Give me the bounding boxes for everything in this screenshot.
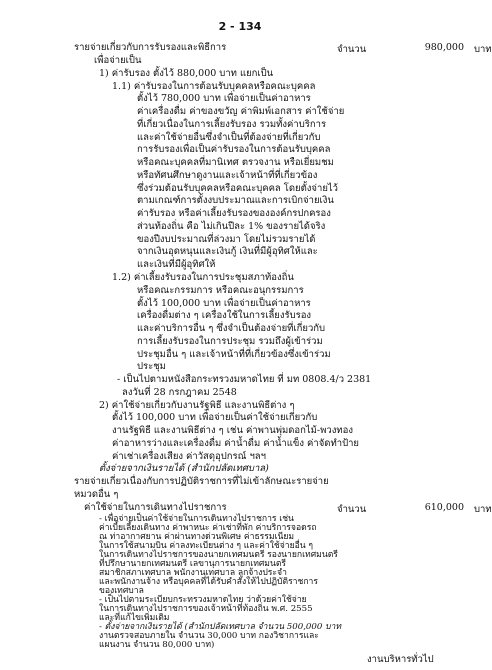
text-line: - เป็นไปตามระเบียบกระทรวงมหาดไทย ว่าด้วยค่าใช้จ่าย bbox=[99, 595, 307, 605]
amount-label: จำนวน bbox=[337, 504, 367, 515]
footer-department: งานบริหารทั่วไป bbox=[367, 654, 434, 665]
text-line: ซึ่งร่วมต้อนรับบุคคลหรือคณะบุคคล โดยตั้งจ่ายไว้ bbox=[137, 183, 338, 194]
amount-unit: บาท bbox=[474, 44, 492, 55]
text-line: ลงวันที่ 28 กรกฎาคม 2548 bbox=[122, 387, 237, 398]
item-1-2: 1.2) ค่าเลี้ยงรับรองในการประชุมสภาท้องถิ่น bbox=[112, 272, 294, 283]
text-line: ของปีงบประมาณที่ล่วงมา โดยไม่รวมรายได้ bbox=[137, 234, 316, 245]
text-line: ส่วนท้องถิ่น คือ ไม่เกินปีละ 1% ของรายได้จริง bbox=[137, 221, 326, 232]
text-line: ค่าเครื่องดื่ม ค่าของขวัญ ค่าพิมพ์เอกสาร ค่าใช้จ่าย bbox=[137, 106, 345, 117]
reference-note: - เป็นไปตามหนังสือกระทรวงมหาดไทย ที่ มท 0808.4/ว 2381 bbox=[117, 374, 372, 385]
section-heading-misc: รายจ่ายเกี่ยวเนื่องกับการปฏิบัติราชการที่ไม่เข้าลักษณะรายจ่าย bbox=[74, 476, 329, 487]
text-line: ตั้งไว้ 780,000 บาท เพื่อจ่ายเป็นค่าอาหาร bbox=[137, 93, 311, 104]
text-line: และพนักงานจ้าง หรือบุคคลที่ได้รับคำสั่งให้ไปปฏิบัติราชการ bbox=[99, 577, 318, 587]
item-2: 2) ค่าใช้จ่ายเกี่ยวกับงานรัฐพิธี และงานพิธีต่าง ๆ bbox=[99, 400, 295, 411]
text-line: ค่าเช่าเครื่องเสียง ค่าวัสดุอุปกรณ์ ฯลฯ bbox=[112, 451, 266, 462]
amount-unit: บาท bbox=[474, 504, 492, 515]
amount-label: จำนวน bbox=[337, 44, 367, 55]
text-line: ตั้งไว้ 100,000 บาท เพื่อจ่ายเป็นค่าอาหาร bbox=[137, 298, 311, 309]
amount-value: 610,000 bbox=[424, 502, 464, 513]
text-line: สมาชิกสภาเทศบาล พนักงานเทศบาล ลูกจ้างประจำ bbox=[99, 568, 287, 578]
text-line: และที่แก้ไขเพิ่มเติม bbox=[99, 613, 170, 623]
text-line: ที่เกี่ยวเนื่องในการเลี้ยงรับรอง รวมทั้งค่าบริการ bbox=[137, 119, 327, 130]
text-line: การรับรองเพื่อเป็นค่ารับรองในการต้อนรับบุคคล bbox=[137, 144, 331, 155]
text-line: หรือทัศนศึกษาดูงานและเจ้าหน้าที่ที่เกี่ยวข้อง bbox=[137, 170, 318, 181]
funding-source-note: - ตั้งจ่ายจากเงินรายได้ (สำนักปลัดเทศบาล จำนวน 500,000 บาท bbox=[99, 622, 342, 632]
text-line: ค่ารับรอง หรือค่าเลี้ยงรับรองขององค์กรปกครอง bbox=[137, 208, 331, 219]
text-line: หรือคณะบุคคลที่มานิเทศ ตรวจงาน หรือเยี่ยมชม bbox=[137, 157, 334, 168]
text-line: หมวดอื่น ๆ bbox=[74, 489, 119, 500]
text-line: ในการเดินทางไปราชการของนายกเทศมนตรี รองนายกเทศมนตรี bbox=[99, 550, 338, 560]
item-1-1: 1.1) ค่ารับรองในการต้อนรับบุคคลหรือคณะบุคคล bbox=[112, 81, 316, 92]
text-line: จากเงินอุดหนุนและเงินกู้ เงินที่มีผู้อุทิศให้และ bbox=[137, 246, 318, 257]
text-line: ตั้งไว้ 100,000 บาท เพื่อจ่ายเป็นค่าใช้จ่ายเกี่ยวกับ bbox=[112, 412, 318, 423]
page-number: 2 - 134 bbox=[218, 20, 262, 33]
text-line: ค่าเบี้ยเลี้ยงเดินทาง ค่าพาหนะ ค่าเช่าที่พัก ค่าบริการจอดรถ bbox=[99, 523, 317, 533]
text-line: ค่าอาหารว่างและเครื่องดื่ม ค่าน้ำดื่ม ค่าน้ำแข็ง ค่าจัดทำป้าย bbox=[112, 438, 359, 449]
section-heading-entertainment: รายจ่ายเกี่ยวกับการรับรองและพิธีการ bbox=[74, 42, 227, 53]
item-1: 1) ค่ารับรอง ตั้งไว้ 880,000 บาท แยกเป็น bbox=[99, 68, 274, 79]
amount-value: 980,000 bbox=[424, 42, 464, 53]
text-line: แผนงาน จำนวน 80,000 บาท) bbox=[99, 640, 215, 650]
text-line: ประชุมอื่น ๆ และเจ้าหน้าที่ที่เกี่ยวข้องซึ่งเข้าร่วม bbox=[137, 349, 331, 360]
text-line: - เพื่อจ่ายเป็นค่าใช้จ่ายในการเดินทางไปราชการ เช่น bbox=[99, 514, 294, 524]
section-heading-travel: ค่าใช้จ่ายในการเดินทางไปราชการ bbox=[84, 502, 227, 513]
text-line: ตามเกณฑ์การตั้งงบประมาณและการเบิกจ่ายเงิน bbox=[137, 195, 334, 206]
text-line: หรือคณะกรรมการ หรือคณะอนุกรรมการ bbox=[137, 285, 304, 296]
text-line: ที่ปรึกษานายกเทศมนตรี เลขานุการนายกเทศมนตรี bbox=[99, 559, 287, 569]
text-line: และค่าใช้จ่ายอื่นซึ่งจำเป็นที่ต้องจ่ายที่เกี่ยวกับ bbox=[137, 132, 321, 143]
text-line: ในการเดินทางไปราชการของเจ้าหน้าที่ท้องถิ่น พ.ศ. 2555 bbox=[99, 604, 313, 614]
text-line: และเงินที่มีผู้อุทิศให้ bbox=[137, 259, 216, 270]
text-line: และค่าบริการอื่น ๆ ซึ่งจำเป็นต้องจ่ายที่เกี่ยวกับ bbox=[137, 323, 326, 334]
text-line: เครื่องดื่มต่าง ๆ เครื่องใช้ในการเลี้ยงรับรอง bbox=[137, 310, 312, 321]
text-line: ณ ท่าอากาศยาน ค่าผ่านทางด่วนพิเศษ ค่าธรรมเนียม bbox=[99, 532, 295, 542]
text-line: งานรัฐพิธี และงานพิธีต่าง ๆ เช่น ค่าพานพุ่มดอกไม้-พวงทอง bbox=[112, 425, 353, 436]
text-line: ของเทศบาล bbox=[99, 586, 144, 596]
text-line: งานตรวจสอบภายใน จำนวน 30,000 บาท กองวิชาการและ bbox=[99, 631, 319, 641]
text-line: ในการใช้สนามบิน ค่าลงทะเบียนต่าง ๆ และค่าใช้จ่ายอื่น ๆ bbox=[99, 541, 314, 551]
funding-source-note: ตั้งจ่ายจากเงินรายได้ (สำนักปลัดเทศบาล) bbox=[99, 463, 269, 474]
text-line: การเลี้ยงรับรองในการประชุม รวมถึงผู้เข้าร่วม bbox=[137, 336, 323, 347]
text-line: ประชุม bbox=[137, 361, 166, 372]
text-line: เพื่อจ่ายเป็น bbox=[94, 55, 142, 66]
